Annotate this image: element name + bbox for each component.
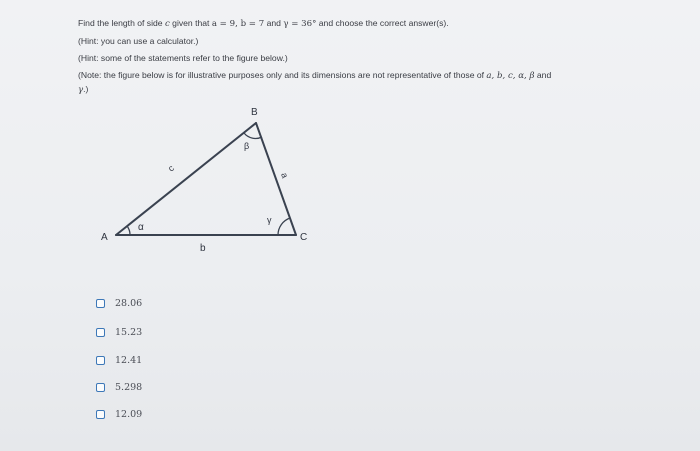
option-label: 12.09: [115, 408, 143, 420]
question-prefix: Find the length of side: [78, 18, 165, 28]
given-a: a = 9: [211, 19, 236, 29]
option-label: 15.23: [115, 326, 143, 338]
angle-alpha-arc: [127, 226, 130, 235]
side-c-line: [116, 123, 256, 235]
vertex-B: B: [251, 107, 258, 118]
checkbox-icon[interactable]: [96, 299, 105, 308]
option-4[interactable]: [96, 379, 216, 395]
variable-c: c: [164, 19, 170, 29]
checkbox-icon[interactable]: [96, 356, 105, 365]
side-c-label: c: [166, 162, 176, 174]
angle-gamma-arc: [278, 218, 290, 235]
note-vars: a, b, c, α, β: [486, 71, 535, 81]
option-5[interactable]: [96, 406, 216, 422]
side-b-label: b: [200, 243, 206, 254]
given-gamma: γ = 36°: [283, 19, 317, 29]
hint-figure: (Hint: some of the statements refer to the figure below.): [78, 53, 288, 63]
option-label: 12.41: [115, 354, 143, 366]
angle-alpha-label: α: [138, 222, 144, 233]
option-label: 5.298: [115, 381, 143, 393]
triangle-figure: [96, 104, 318, 260]
note-end: .): [83, 84, 89, 94]
note-and: and: [534, 70, 552, 80]
vertex-A: A: [101, 232, 108, 243]
checkbox-icon[interactable]: [96, 383, 105, 392]
checkbox-icon[interactable]: [96, 328, 105, 337]
question-text: [78, 15, 678, 97]
note-text: [78, 69, 678, 97]
question-given: given that: [169, 18, 212, 28]
hint-calculator: (Hint: you can use a calculator.): [78, 36, 199, 46]
given-b: b = 7: [240, 19, 265, 29]
question-line: Find the length of side c given that a = 9, b = 7 and γ = 36° and choose the correct answer(s).: [78, 18, 449, 29]
vertex-C: C: [300, 232, 308, 243]
note-gamma: γ: [78, 85, 84, 95]
checkbox-icon[interactable]: [96, 410, 105, 419]
option-1[interactable]: [96, 295, 216, 311]
side-a-label: a: [279, 171, 291, 180]
given-and: and: [264, 18, 284, 28]
angle-gamma-label: γ: [267, 215, 272, 225]
note-prefix: (Note: the figure below is for illustrative purposes only and its dimensions are not representative of those of: [78, 70, 487, 80]
option-2[interactable]: [96, 324, 216, 340]
option-label: 28.06: [115, 297, 143, 309]
question-suffix: and choose the correct answer(s).: [316, 18, 449, 28]
option-3[interactable]: [96, 352, 216, 368]
angle-beta-label: β: [244, 141, 250, 151]
